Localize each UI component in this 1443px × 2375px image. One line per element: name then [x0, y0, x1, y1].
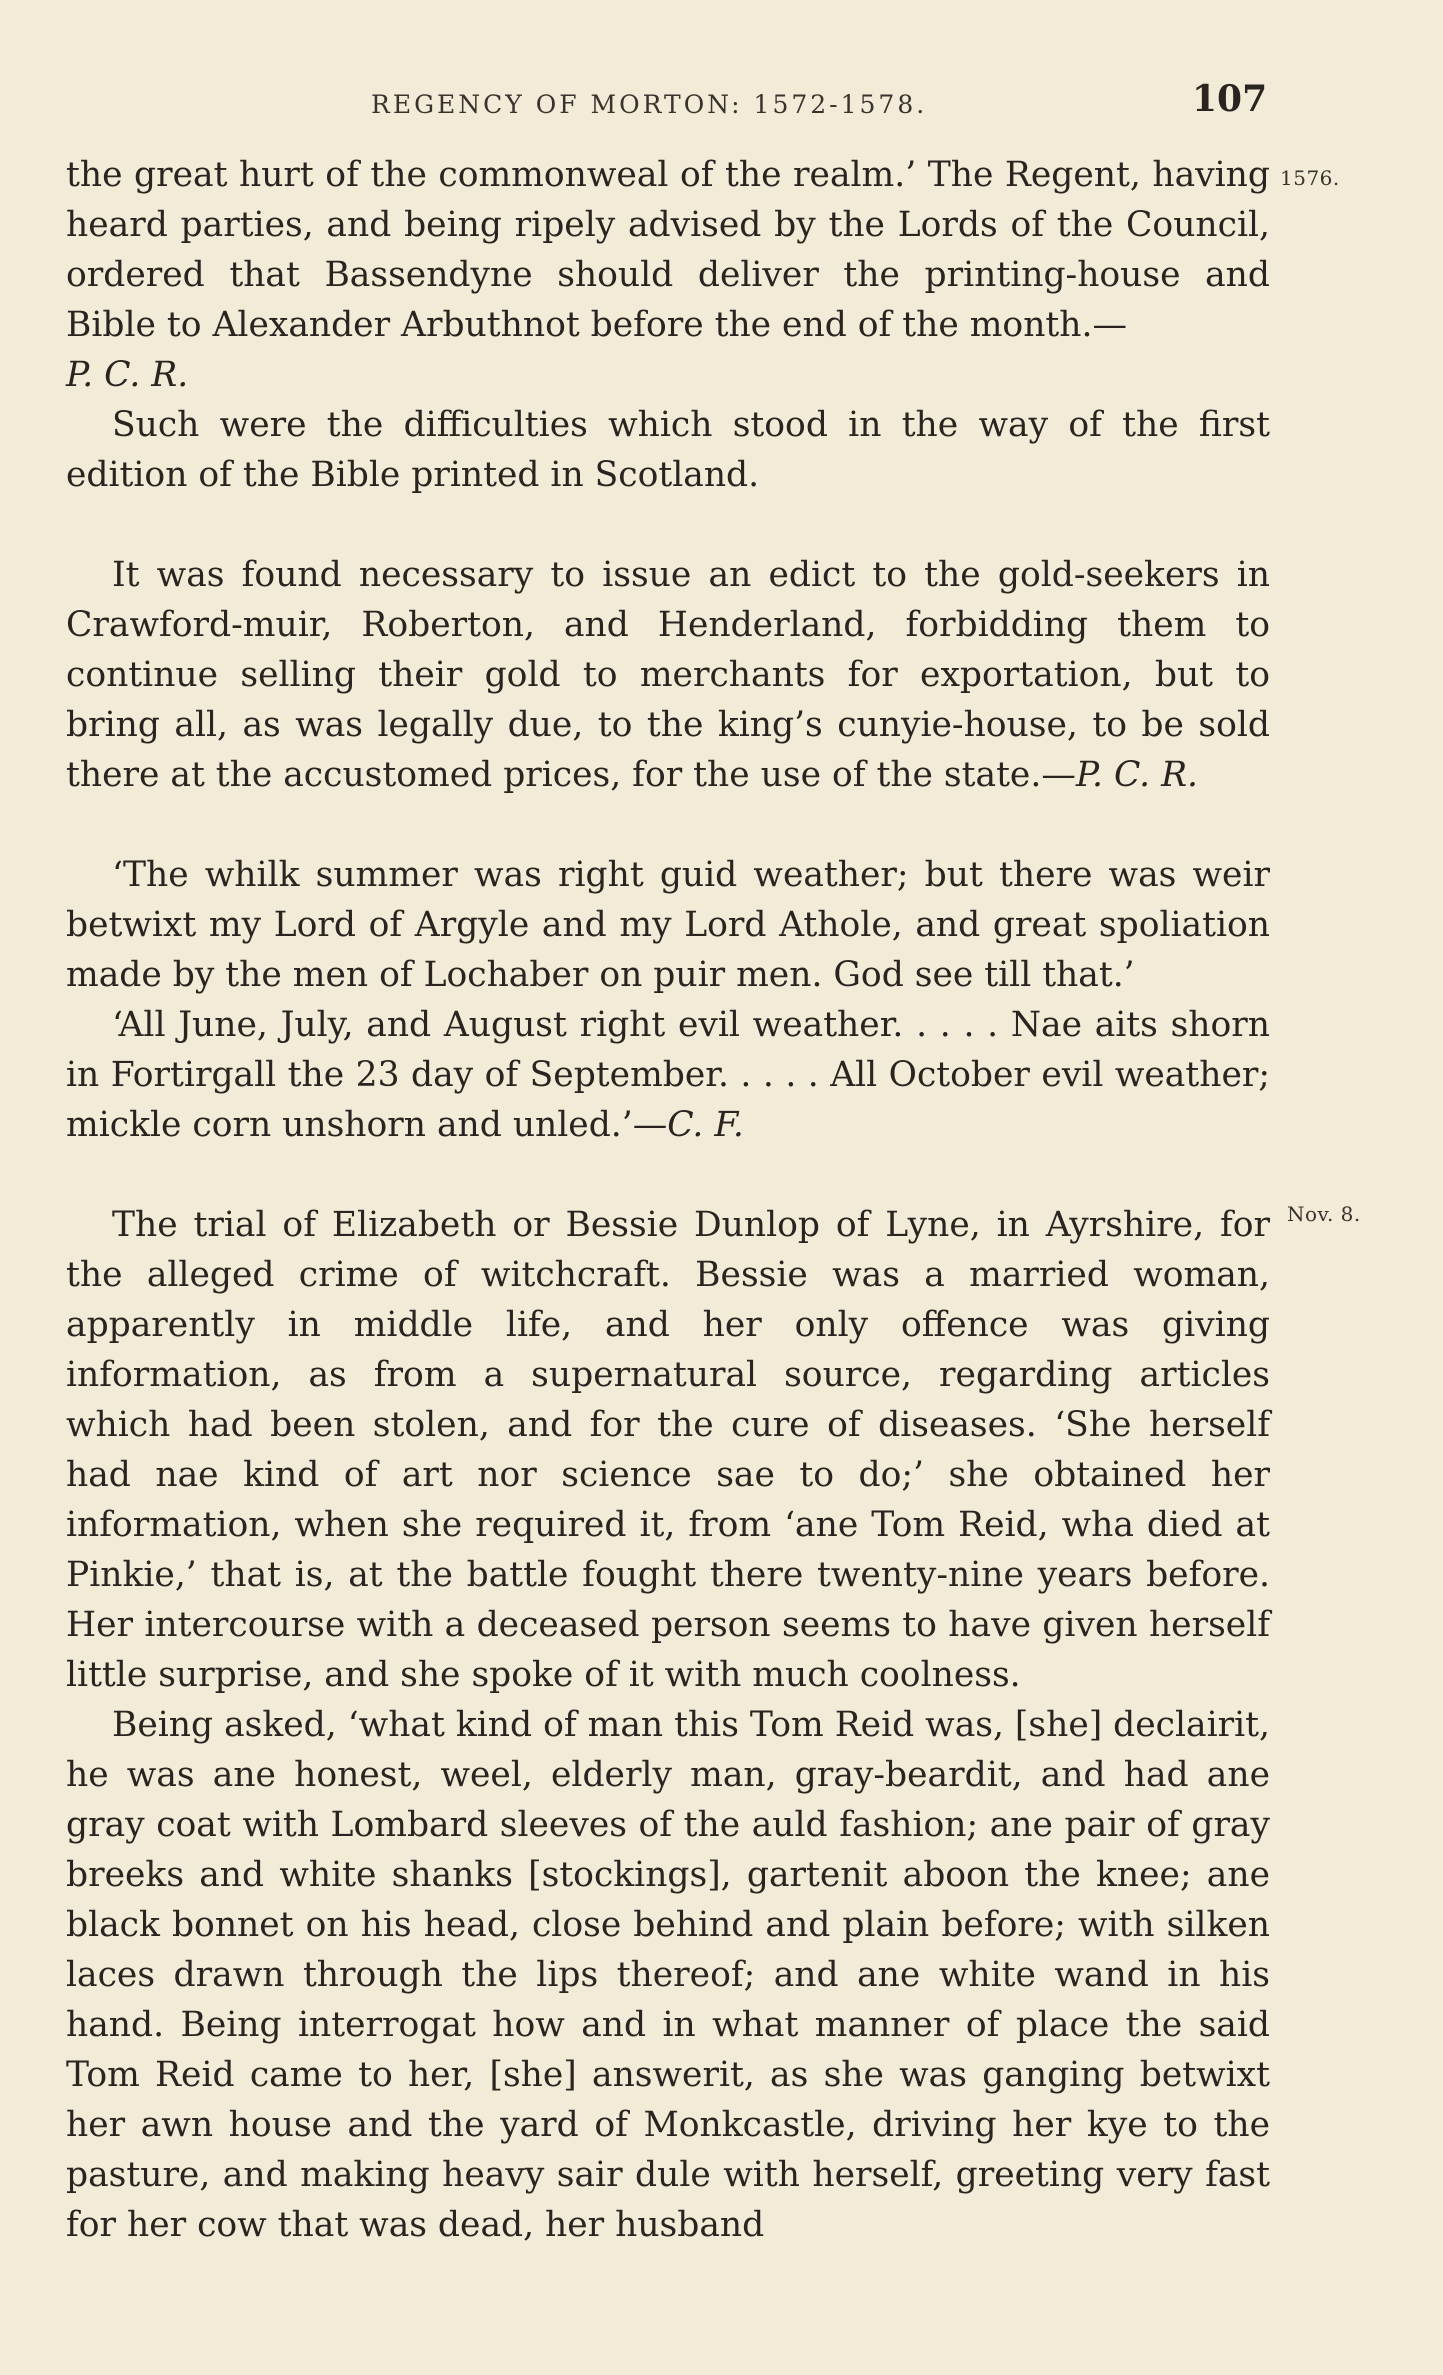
paragraph-3 — [66, 550, 1270, 800]
paragraph-2: Such were the difficulties which stood in the way of the first edition of the Bible printed in Scotland. — [66, 405, 1270, 495]
page-number: 107 — [1192, 78, 1268, 120]
paragraph-6: The trial of Elizabeth or Bessie Dunlop of Lyne, in Ayrshire, for the alleged crime of witchcraft. Bessie was a married woman, apparently in middle life, and her only offence was giving information, as from a supernatural source, regarding articles which had been stolen, and for the cure of diseases. ‘She herself had nae kind of art nor science sae to do;’ she obtained her information, when she required it, from ‘ane Tom Reid, wha died at Pinkie,’ that is, at the battle fought there twenty-nine years before. Her intercourse with a deceased person seems to have given herself little surprise, and she spoke of it with much coolness. — [66, 1205, 1270, 1695]
paragraph-7: Being asked, ‘what kind of man this Tom Reid was, [she] declairit, he was ane honest, weel, elderly man, gray-beardit, and had ane gray coat with Lombard sleeves of the auld fashion; ane pair of gray breeks and white shanks [stockings], gartenit aboon the knee; ane black bonnet on his head, close behind and plain before; with silken laces drawn through the lips thereof; and ane white wand in his hand. Being interrogat how and in what manner of place the said Tom Reid came to her, [she] answerit, as she was ganging betwixt her awn house and the yard of Monkcastle, driving her kye to the pasture, and making heavy sair dule with herself, greeting very fast for her cow that was dead, her husband — [66, 1705, 1270, 2245]
source-citation: P. C. R. — [1075, 755, 1199, 795]
source-citation: C. F. — [667, 1105, 744, 1145]
paragraph-1-text: the great hurt of the commonweal of the realm.’ The Regent, having heard parties, and being ripely advised by the Lords of the Council, ordered that Bassendyne should deliver the printing-house and Bible to Alexander Arbuthnot before the end of the month.— — [66, 155, 1270, 345]
source-citation: P. C. R. — [66, 355, 189, 395]
running-head: REGENCY OF MORTON: 1572-1578. — [371, 90, 928, 119]
paragraph-3-text: It was found necessary to issue an edict to the gold-seekers in Crawford-muir, Roberton, and Henderland, forbidding them to continue selling their gold to merchants for exportation, but to bring all, as was legally due, to the king’s cunyie-house, to be sold there at the accustomed prices, for the use of the state.— — [66, 555, 1270, 795]
margin-note-year: 1576. — [1280, 166, 1340, 190]
page-header — [66, 78, 1266, 128]
body-text — [66, 150, 1270, 2250]
paragraph-4: ‘The whilk summer was right guid weather; but there was weir betwixt my Lord of Argyle and my Lord Athole, and great spoliation made by the men of Lochaber on puir men. God see till that.’ — [66, 855, 1270, 995]
margin-note-date: Nov. 8. — [1287, 1202, 1361, 1226]
paragraph-5 — [66, 1000, 1270, 1150]
paragraph-1 — [66, 150, 1270, 400]
paragraph-5-text: ‘All June, July, and August right evil weather. . . . . Nae aits shorn in Fortirgall the 23 day of September. . . . . All October evil weather; mickle corn unshorn and unled.’— — [66, 1005, 1270, 1145]
